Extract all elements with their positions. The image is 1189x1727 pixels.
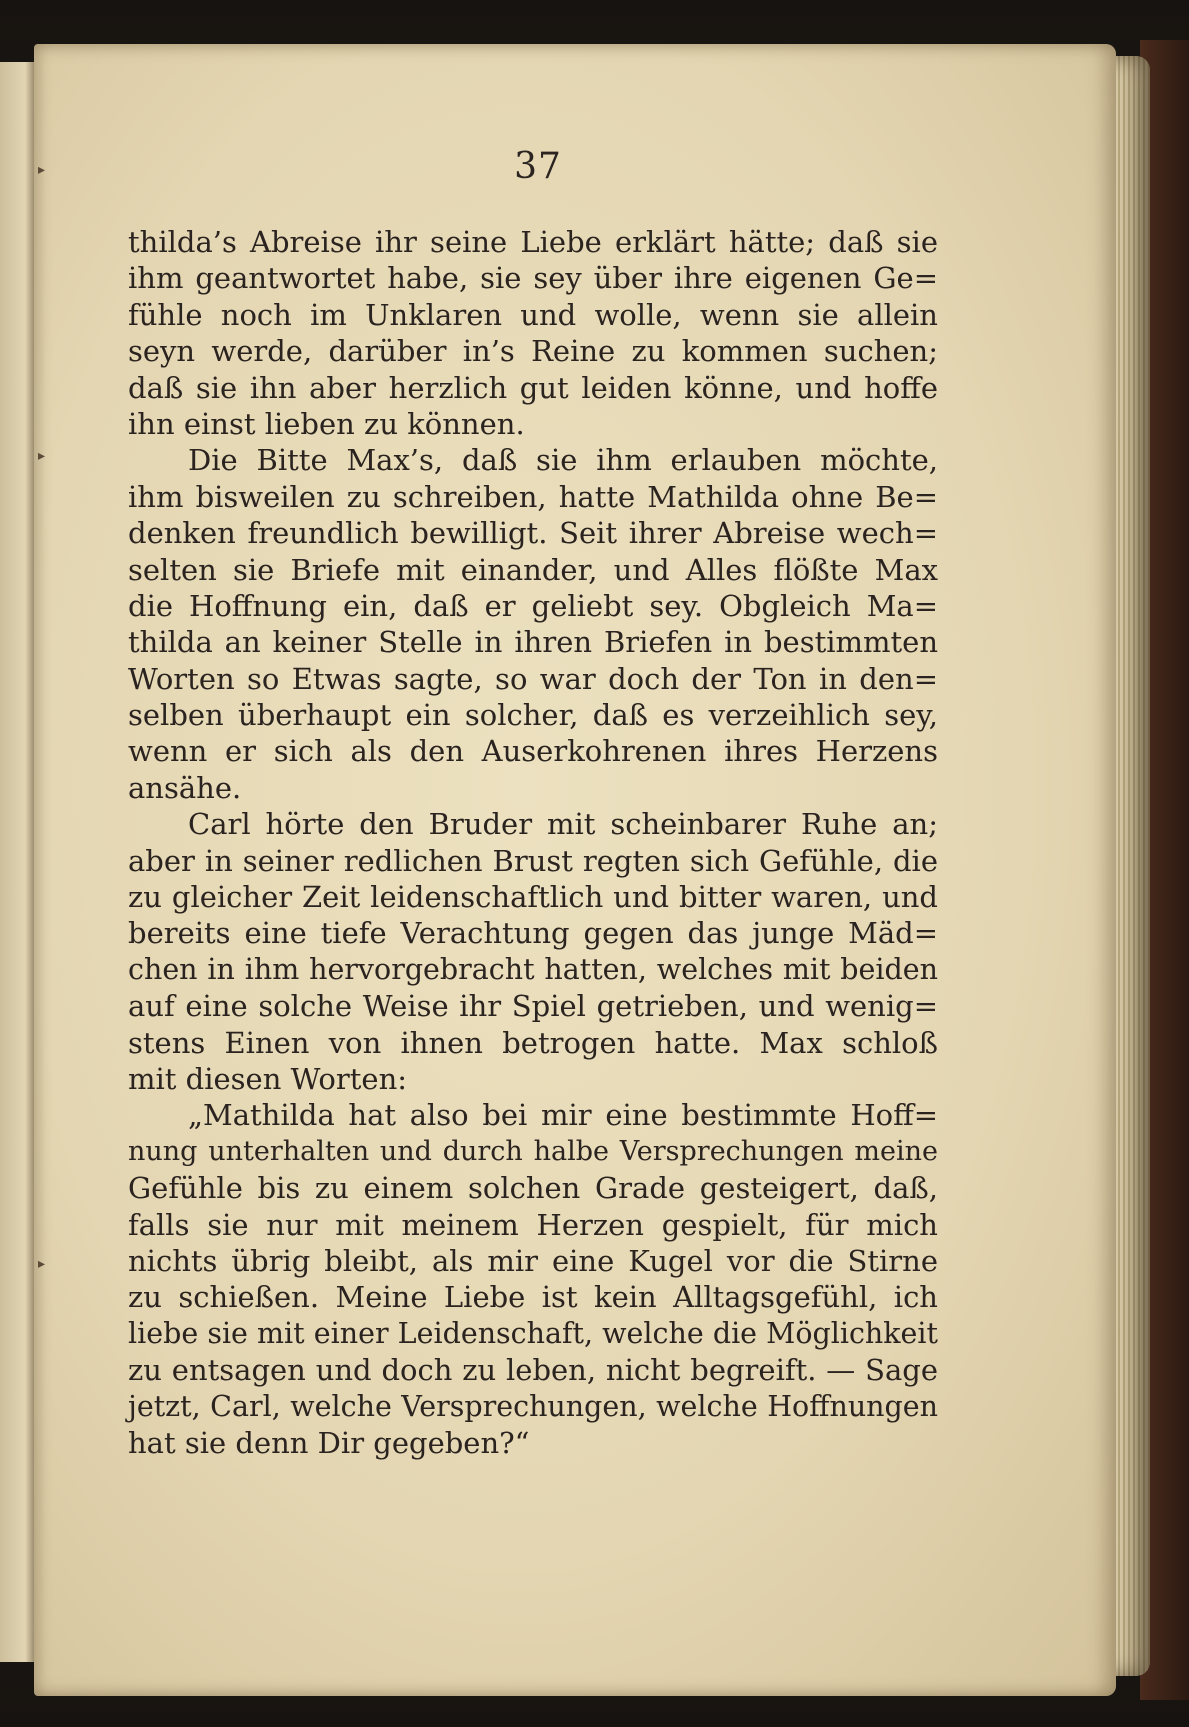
text-line: nung unterhalten und durch halbe Versprechungen meine bbox=[128, 1135, 938, 1167]
text-line: ihm bisweilen zu schreiben, hatte Mathilda ohne Be= bbox=[128, 479, 938, 514]
text-line: falls sie nur mit meinem Herzen gespielt, für mich bbox=[128, 1207, 938, 1242]
text-line: denken freundlich bewilligt. Seit ihrer Abreise wech= bbox=[128, 516, 938, 551]
text-line: liebe sie mit einer Leidenschaft, welche die Möglichkeit bbox=[128, 1316, 938, 1350]
text-line: selten sie Briefe mit einander, und Alles flößte Max bbox=[128, 552, 938, 587]
body-text bbox=[128, 224, 938, 1461]
text-line: auf eine solche Weise ihr Spiel getrieben, und wenig= bbox=[128, 989, 938, 1024]
margin-mark: ▸ bbox=[38, 448, 46, 464]
page-number: 37 bbox=[514, 146, 562, 187]
text-line: hat sie denn Dir gegeben?“ bbox=[128, 1425, 530, 1460]
text-line: jetzt, Carl, welche Versprechungen, welche Hoffnungen bbox=[128, 1389, 938, 1423]
text-line: ansähe. bbox=[128, 770, 242, 805]
text-line: ihm geantwortet habe, sie sey über ihre eigenen Ge= bbox=[128, 261, 938, 296]
text-line: Worten so Etwas sagte, so war doch der Ton in den= bbox=[128, 661, 938, 696]
text-line: die Hoffnung ein, daß er geliebt sey. Obgleich Ma= bbox=[128, 588, 938, 623]
text-line: daß sie ihn aber herzlich gut leiden könne, und hoffe bbox=[128, 370, 938, 405]
text-line: thilda’s Abreise ihr seine Liebe erklärt hätte; daß sie bbox=[128, 225, 938, 259]
text-line: bereits eine tiefe Verachtung gegen das junge Mäd= bbox=[128, 916, 938, 951]
text-line: stens Einen von ihnen betrogen hatte. Max schloß bbox=[128, 1025, 938, 1060]
text-line: zu gleicher Zeit leidenschaftlich und bitter waren, und bbox=[128, 880, 938, 915]
left-page-edge bbox=[0, 62, 36, 1662]
text-line: selben überhaupt ein solcher, daß es verzeihlich sey, bbox=[128, 698, 938, 733]
text-line: „Mathilda hat also bei mir eine bestimmte Hoff= bbox=[188, 1098, 938, 1133]
text-line: chen in ihm hervorgebracht hatten, welches mit beiden bbox=[128, 952, 938, 986]
text-line: aber in seiner redlichen Brust regten sich Gefühle, die bbox=[128, 843, 938, 878]
text-line: ihn einst lieben zu können. bbox=[128, 406, 525, 441]
text-line: zu schießen. Meine Liebe ist kein Alltagsgefühl, ich bbox=[128, 1280, 938, 1315]
text-line: seyn werde, darüber in’s Reine zu kommen suchen; bbox=[128, 334, 938, 369]
text-line: Gefühle bis zu einem solchen Grade gesteigert, daß, bbox=[128, 1171, 938, 1206]
margin-mark: ▸ bbox=[38, 162, 46, 178]
text-line: zu entsagen und doch zu leben, nicht begreift. — Sage bbox=[128, 1353, 938, 1388]
margin-mark: ▸ bbox=[38, 1256, 46, 1272]
text-line: fühle noch im Unklaren und wolle, wenn sie allein bbox=[128, 297, 938, 332]
text-line: mit diesen Worten: bbox=[128, 1061, 408, 1096]
text-line: Carl hörte den Bruder mit scheinbarer Ruhe an; bbox=[188, 807, 938, 842]
text-line: Die Bitte Max’s, daß sie ihm erlauben möchte, bbox=[188, 443, 938, 478]
text-line: nichts übrig bleibt, als mir eine Kugel vor die Stirne bbox=[128, 1243, 938, 1278]
text-line: thilda an keiner Stelle in ihren Briefen in bestimmten bbox=[128, 625, 938, 660]
text-line: wenn er sich als den Auserkohrenen ihres Herzens bbox=[128, 734, 938, 769]
